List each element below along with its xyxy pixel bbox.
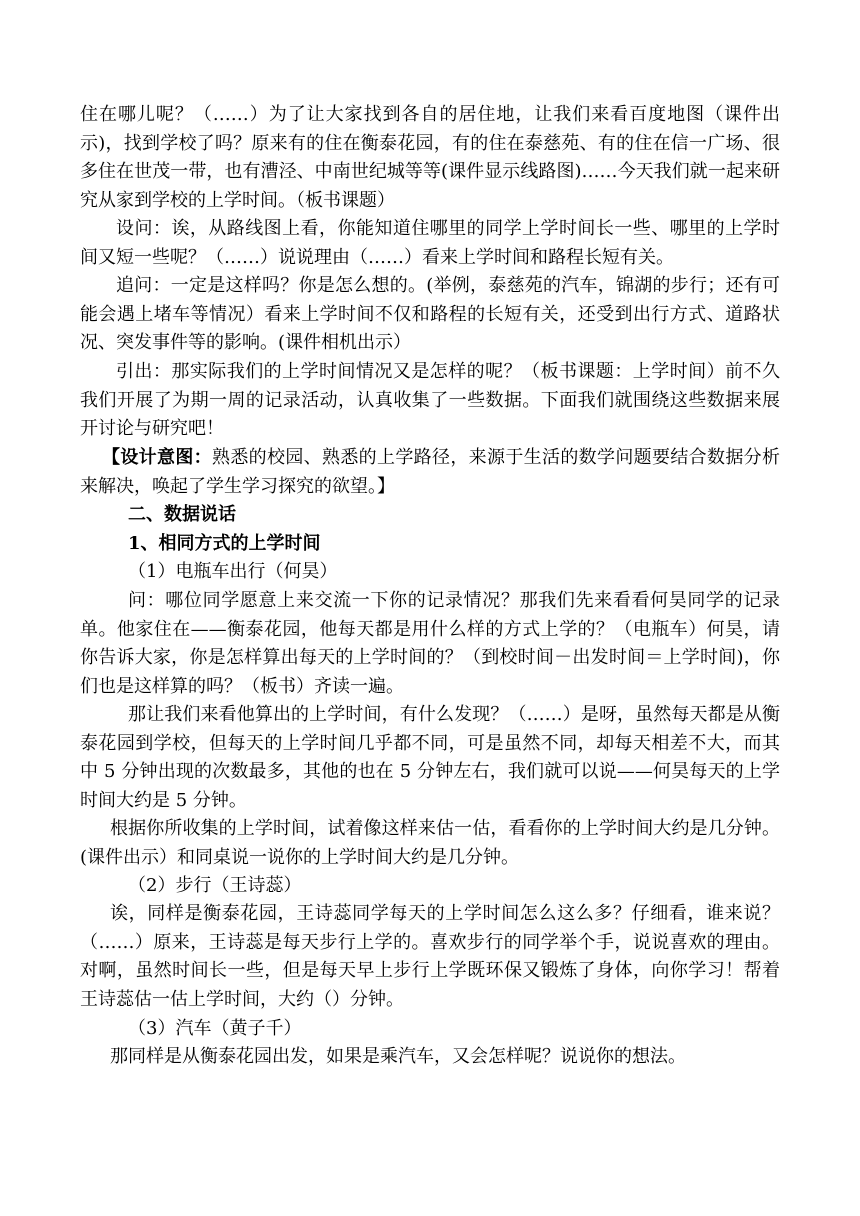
paragraph-text: 设问：诶，从路线图上看，你能知道住哪里的同学上学时间长一些、哪里的上学时间又短一些呢？（……）说说理由（……）看来上学时间和路程长短有关。 <box>80 218 780 268</box>
item-heading-walk <box>80 872 780 901</box>
design-intent <box>80 444 780 501</box>
paragraph-car <box>80 1043 780 1072</box>
paragraph-findings <box>80 701 780 815</box>
paragraph-intro <box>80 101 780 215</box>
heading-text: （2）步行（王诗蕊） <box>128 875 302 896</box>
item-heading-car <box>80 1015 780 1044</box>
heading-text: 二、数据说话 <box>128 504 236 525</box>
paragraph-follow-up <box>80 272 780 358</box>
paragraph-walk <box>80 900 780 1014</box>
design-intent-label: 【设计意图： <box>102 447 212 468</box>
paragraph-text: 根据你所收集的上学时间，试着像这样来估一估，看看你的上学时间大约是几分钟。(课件出示）和同桌说一说你的上学时间大约是几分钟。 <box>80 818 780 868</box>
paragraph-text: 诶，同样是衡泰花园，王诗蕊同学每天的上学时间怎么这么多？仔细看，谁来说？（……）原来，王诗蕊是每天步行上学的。喜欢步行的同学举个手，说说喜欢的理由。对啊，虽然时间长一些，但是每天早上步行上学既环保又锻炼了身体，向你学习！帮着王诗蕊估一估上学时间，大约（）分钟。 <box>80 903 780 1010</box>
paragraph-lead-in <box>80 358 780 444</box>
paragraph-text: 住在哪儿呢？（……）为了让大家找到各自的居住地，让我们来看百度地图（课件出示)，找到学校了吗？原来有的住在衡泰花园，有的住在泰慈苑、有的住在信一广场、很多住在世茂一带，也有漕泾、中南世纪城等等(课件显示线路图)……今天我们就一起来研究从家到学校的上学时间。（板书课题） <box>80 104 780 211</box>
paragraph-text: 问：哪位同学愿意上来交流一下你的记录情况？那我们先来看看何昊同学的记录单。他家住在——衡泰花园，他每天都是用什么样的方式上学的？（电瓶车）何昊，请你告诉大家，你是怎样算出每天的上学时间的？（到校时间－出发时间＝上学时间)，你们也是这样算的吗？（板书）齐读一遍。 <box>80 590 780 697</box>
subsection-heading <box>80 530 780 559</box>
paragraph-ebike <box>80 587 780 701</box>
paragraph-text: 那让我们来看他算出的上学时间，有什么发现？（……）是呀，虽然每天都是从衡泰花园到学校，但每天的上学时间几乎都不同，可是虽然不同，却每天相差不大，而其中 5 分钟出现的次数最多，其他的也在 5 分钟左右，我们就可以说——何昊每天的上学时间大约是 5 分钟。 <box>80 704 780 811</box>
heading-text: （3）汽车（黄子千） <box>128 1018 302 1039</box>
paragraph-text: 引出：那实际我们的上学时间情况又是怎样的呢？（板书课题：上学时间）前不久我们开展了为期一周的记录活动，认真收集了一些数据。下面我们就围绕这些数据来展开讨论与研究吧！ <box>80 361 780 439</box>
paragraph-text: 那同样是从衡泰花园出发，如果是乘汽车，又会怎样呢？说说你的想法。 <box>110 1046 686 1067</box>
paragraph-estimate <box>80 815 780 872</box>
paragraph-question <box>80 215 780 272</box>
design-intent-text: 熟悉的校园、熟悉的上学路径，来源于生活的数学问题要结合数据分析来解决，唤起了学生学习探究的欲望。】 <box>80 447 780 497</box>
item-heading-ebike <box>80 558 780 587</box>
heading-text: （1）电瓶车出行（何昊） <box>128 561 338 582</box>
paragraph-text: 追问：一定是这样吗？你是怎么想的。(举例，泰慈苑的汽车，锦湖的步行；还有可能会遇上堵车等情况）看来上学时间不仅和路程的长短有关，还受到出行方式、道路状况、突发事件等的影响。(课件相机出示） <box>80 275 780 353</box>
heading-text: 1、相同方式的上学时间 <box>128 533 321 554</box>
section-heading <box>80 501 780 530</box>
